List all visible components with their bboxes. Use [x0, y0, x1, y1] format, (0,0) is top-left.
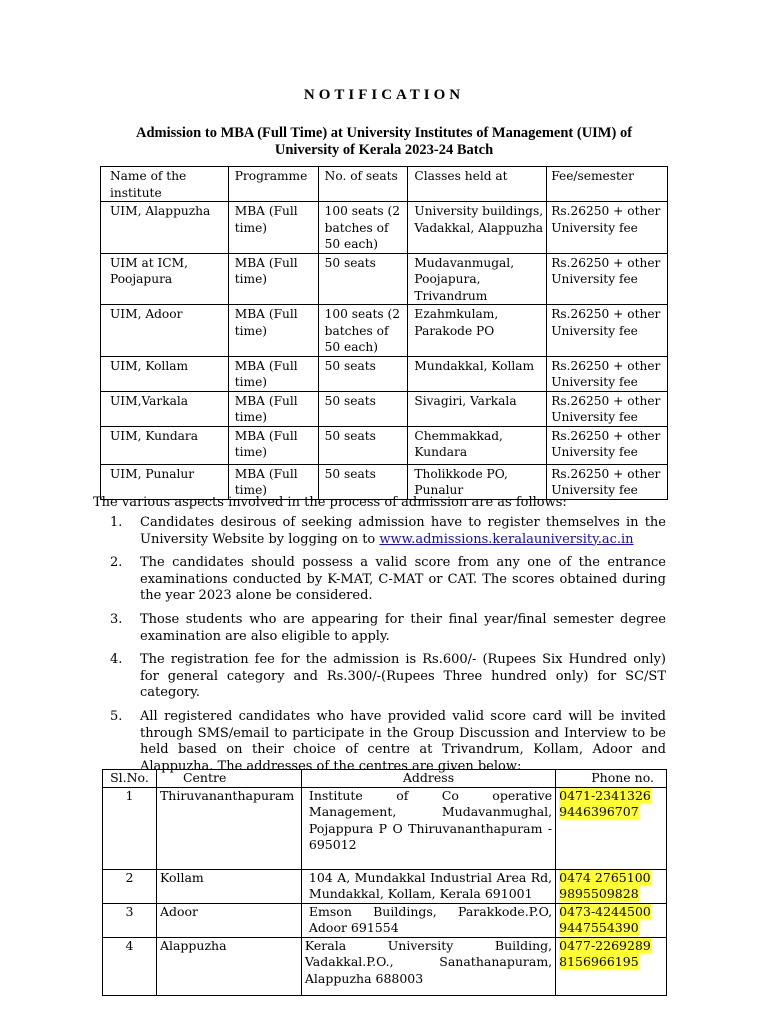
header-cell: Phone no.: [556, 770, 667, 788]
header-cell: Classes held at: [408, 167, 547, 202]
classes-held-at: Tholikkode PO, Punalur: [408, 464, 547, 499]
classes-held-at: Mudavanmugal, Poojapura, Trivandrum: [408, 253, 547, 305]
fee: Rs.26250 + other University fee: [547, 391, 668, 426]
item-number: 3.: [110, 611, 123, 627]
phone-number: 0477-2269289: [559, 938, 651, 953]
list-item: [104, 709, 666, 775]
institute-name: UIM, Kollam: [101, 356, 229, 391]
fee: Rs.26250 + other University fee: [547, 426, 668, 464]
seats: 50 seats: [318, 464, 408, 499]
phone-number: 8156966195: [559, 954, 639, 970]
list-item: [104, 652, 666, 702]
phone-numbers: [556, 870, 667, 904]
fee: Rs.26250 + other University fee: [547, 202, 668, 254]
centre-address: Kerala University Building, Vadakkal.P.O., Sanathanapuram, Alappuzha 688003: [301, 938, 555, 996]
centres-table-header: [103, 770, 667, 788]
header-cell: No. of seats: [318, 167, 408, 202]
phone-numbers: [556, 938, 667, 996]
header-cell: Address: [301, 770, 555, 788]
institutes-table: [100, 166, 668, 500]
institute-name: UIM, Adoor: [101, 305, 229, 357]
institute-name: UIM,Varkala: [101, 391, 229, 426]
fee: Rs.26250 + other University fee: [547, 464, 668, 499]
serial-number: 3: [103, 904, 157, 938]
institute-name: UIM, Alappuzha: [101, 202, 229, 254]
header-cell: Fee/semester: [547, 167, 668, 202]
table-row: [101, 202, 668, 254]
programme: MBA (Full time): [228, 202, 318, 254]
phone-number: 9446396707: [559, 804, 639, 820]
programme: MBA (Full time): [228, 356, 318, 391]
table-row: [101, 426, 668, 464]
subtitle-line-1: Admission to MBA (Full Time) at University Institutes of Management (UIM) of: [135, 125, 633, 141]
programme: MBA (Full time): [228, 305, 318, 357]
subtitle-line-2: University of Kerala 2023-24 Batch: [274, 142, 494, 158]
table-row: [103, 870, 667, 904]
phone-numbers: [556, 904, 667, 938]
seats: 50 seats: [318, 391, 408, 426]
institute-name: UIM at ICM, Poojapura: [101, 253, 229, 305]
centres-table: [102, 769, 667, 996]
list-item: [104, 555, 666, 605]
institutes-table-header: [101, 167, 668, 202]
seats: 100 seats (2 batches of 50 each): [318, 202, 408, 254]
seats: 50 seats: [318, 426, 408, 464]
serial-number: 2: [103, 870, 157, 904]
table-row: [101, 253, 668, 305]
centre-name: Thiruvananthapuram: [156, 788, 301, 870]
admission-points-list: [104, 515, 666, 782]
item-number: 5.: [110, 708, 123, 724]
institute-name: UIM, Kundara: [101, 426, 229, 464]
header-cell: Centre: [156, 770, 301, 788]
table-row: [101, 464, 668, 499]
classes-held-at: Chemmakkad, Kundara: [408, 426, 547, 464]
fee: Rs.26250 + other University fee: [547, 253, 668, 305]
header-cell: Programme: [228, 167, 318, 202]
table-row: [101, 305, 668, 357]
phone-number: 9447554390: [559, 920, 639, 936]
centre-name: Alappuzha: [156, 938, 301, 996]
serial-number: 4: [103, 938, 157, 996]
item-text: All registered candidates who have provided valid score card will be invited through SMS/email to participate in the Group Discussion and Interview to be held based on their choice of centre at Trivandrum, Kollam, Adoor and Alappuzha. The addresses of the centres are given below:: [140, 708, 666, 774]
header-cell: Name of the institute: [101, 167, 229, 202]
centre-address: Emson Buildings, Parakkode.P.O, Adoor 691554: [301, 904, 555, 938]
item-number: 2.: [110, 555, 123, 571]
item-text: The candidates should possess a valid score from any one of the entrance examinations conducted by K-MAT, C-MAT or CAT. The scores obtained during the year 2023 alone be considered.: [140, 555, 666, 604]
phone-number: 0474 2765100: [559, 870, 651, 885]
table-row: [101, 391, 668, 426]
phone-number: 9895509828: [559, 886, 639, 902]
admissions-website-link[interactable]: www.admissions.keralauniversity.ac.in: [379, 531, 634, 547]
centre-address: Institute of Co operative Management, Mudavanmughal, Pojappura P O Thiruvananthapuram - 695012: [301, 788, 555, 870]
programme: MBA (Full time): [228, 253, 318, 305]
centre-name: Adoor: [156, 904, 301, 938]
seats: 100 seats (2 batches of 50 each): [318, 305, 408, 357]
table-row: [101, 356, 668, 391]
classes-held-at: Sivagiri, Varkala: [408, 391, 547, 426]
notification-heading: NOTIFICATION: [303, 87, 465, 103]
programme: MBA (Full time): [228, 391, 318, 426]
classes-held-at: Mundakkal, Kollam: [408, 356, 547, 391]
item-number: 4.: [110, 652, 123, 668]
programme: MBA (Full time): [228, 464, 318, 499]
table-row: [103, 938, 667, 996]
seats: 50 seats: [318, 253, 408, 305]
item-number: 1.: [110, 515, 123, 530]
centre-address: 104 A, Mundakkal Industrial Area Rd, Mundakkal, Kollam, Kerala 691001: [301, 870, 555, 904]
phone-number: 0471-2341326: [559, 788, 651, 803]
phone-number: 0473-4244500: [559, 904, 651, 919]
classes-held-at: University buildings, Vadakkal, Alappuzha: [408, 202, 547, 254]
seats: 50 seats: [318, 356, 408, 391]
table-row: [103, 904, 667, 938]
item-text: The registration fee for the admission is Rs.600/- (Rupees Six Hundred only) for general category and Rs.300/-(Rupees Three hundred only) for SC/ST category.: [140, 652, 666, 701]
header-cell: Sl.No.: [103, 770, 157, 788]
fee: Rs.26250 + other University fee: [547, 356, 668, 391]
item-text: Those students who are appearing for their final year/final semester degree examination are also eligible to apply.: [140, 611, 666, 644]
list-item: [104, 515, 666, 548]
fee: Rs.26250 + other University fee: [547, 305, 668, 357]
list-item: [104, 612, 666, 645]
programme: MBA (Full time): [228, 426, 318, 464]
serial-number: 1: [103, 788, 157, 870]
item-text: Candidates desirous of seeking admission have to register themselves in the University Website by logging on to: [140, 515, 666, 547]
phone-numbers: [556, 788, 667, 870]
centre-name: Kollam: [156, 870, 301, 904]
notification-subtitle: [100, 125, 668, 159]
institute-name: UIM, Punalur: [101, 464, 229, 499]
intro-text: The various aspects involved in the process of admission are as follows:: [93, 495, 567, 510]
table-row: [103, 788, 667, 870]
classes-held-at: Ezahmkulam, Parakode PO: [408, 305, 547, 357]
